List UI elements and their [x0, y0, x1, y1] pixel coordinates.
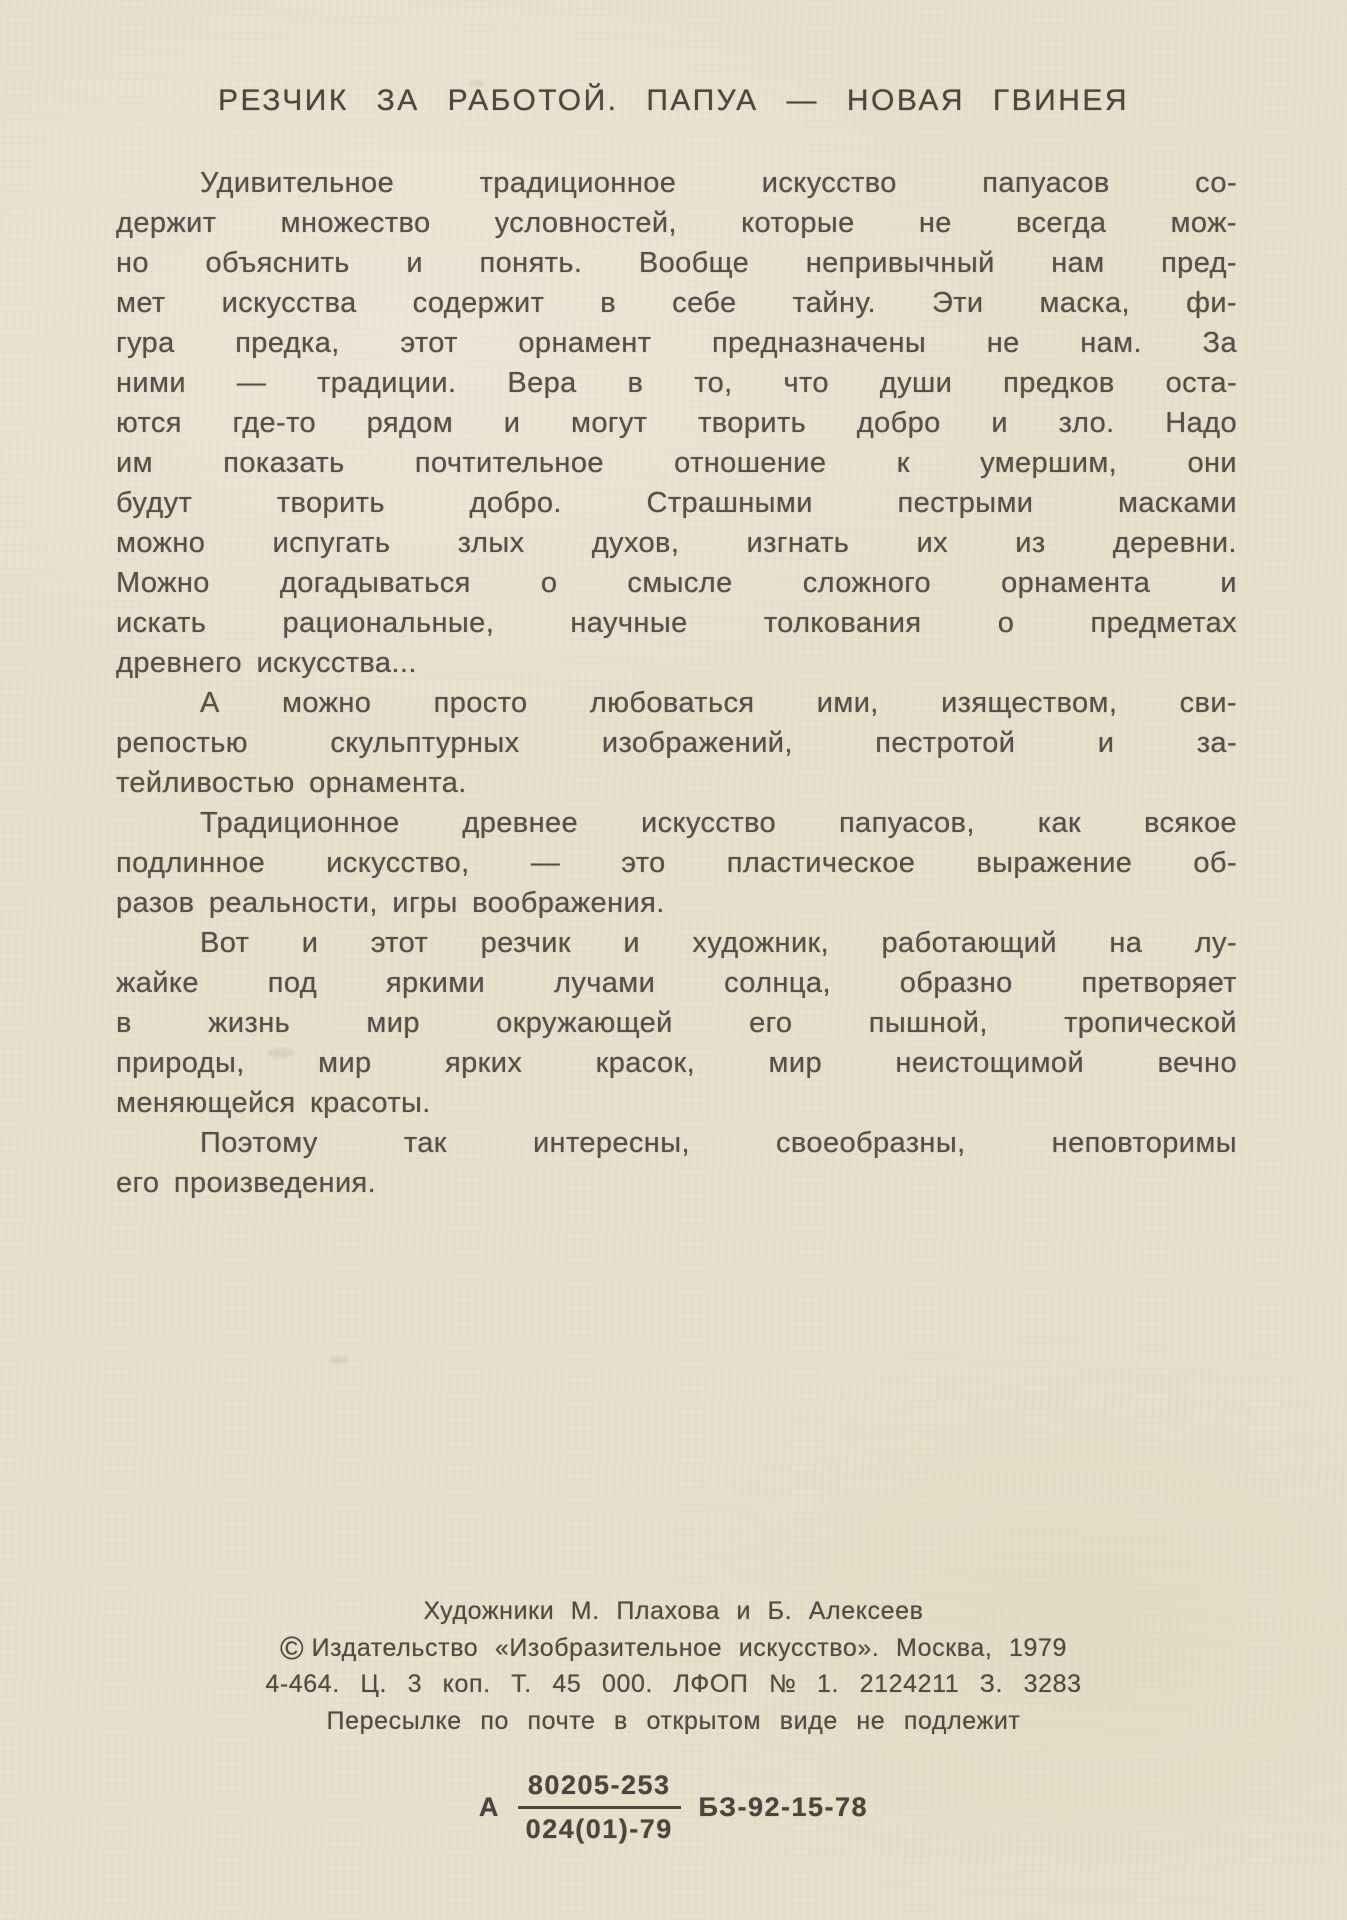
- text-line: им показать почтительное отношение к умершим, они: [116, 447, 1237, 479]
- imprint-block: [0, 1593, 1347, 1739]
- text-line: жайке под яркими лучами солнца, образно претворяет: [116, 967, 1237, 999]
- copyright-icon: ©: [279, 1629, 304, 1666]
- text-line: будут творить добро. Страшными пестрыми масками: [116, 487, 1237, 519]
- text-line: можно испугать злых духов, изгнать их из деревни.: [116, 527, 1237, 559]
- catalog-prefix: А: [478, 1792, 500, 1822]
- page-title: РЕЗЧИК ЗА РАБОТОЙ. ПАПУА — НОВАЯ ГВИНЕЯ: [217, 84, 1130, 117]
- text-line: держит множество условностей, которые не всегда мож-: [116, 207, 1237, 239]
- text-line: ними — традиции. Вера в то, что души предков оста-: [116, 367, 1237, 399]
- catalog-denominator: 024(01)-79: [525, 1814, 673, 1844]
- text-line: Традиционное древнее искусство папуасов, как всякое: [200, 807, 1237, 839]
- print-info: 4-464. Ц. 3 коп. Т. 45 000. ЛФОП № 1. 2124211 З. 3283: [265, 1670, 1082, 1698]
- text-line: ются где-то рядом и могут творить добро и зло. Надо: [116, 407, 1237, 439]
- text-line: искать рациональные, научные толкования о предметах: [116, 607, 1237, 639]
- text-line: гура предка, этот орнамент предназначены не нам. За: [116, 327, 1237, 359]
- catalog-fraction: [518, 1770, 681, 1845]
- paper-blemish: [330, 1356, 348, 1364]
- text-line: Поэтому так интересны, своеобразны, неповторимы: [200, 1127, 1237, 1159]
- paper-blemish: [470, 80, 484, 87]
- catalog-code: БЗ-92-15-78: [698, 1792, 869, 1822]
- text-line: мет искусства содержит в себе тайну. Эти маска, фи-: [116, 287, 1237, 319]
- mailing-restriction: Пересылке по почте в открытом виде не подлежит: [326, 1706, 1021, 1735]
- text-line: древнего искусства...: [116, 647, 417, 679]
- text-line: разов реальности, игры воображения.: [116, 887, 665, 919]
- catalog-numerator: 80205-253: [518, 1770, 681, 1809]
- publisher-credit: [0, 1630, 1347, 1667]
- description-text: [116, 163, 1237, 1203]
- text-line: тейливостью орнамента.: [116, 767, 467, 799]
- artists-credit: Художники М. Плахова и Б. Алексеев: [423, 1597, 924, 1625]
- text-line: его произведения.: [116, 1167, 377, 1199]
- text-line: меняющейся красоты.: [116, 1087, 431, 1119]
- text-line: но объяснить и понять. Вообще непривычный нам пред-: [116, 247, 1237, 279]
- text-line: А можно просто любоваться ими, изяществом, сви-: [200, 687, 1237, 719]
- text-line: природы, мир ярких красок, мир неистощимой вечно: [116, 1047, 1237, 1079]
- text-line: Можно догадываться о смысле сложного орнамента и: [116, 567, 1237, 599]
- catalog-number: [0, 1770, 1347, 1845]
- text-line: подлинное искусство, — это пластическое выражение об-: [116, 847, 1237, 879]
- text-line: репостью скульптурных изображений, пестротой и за-: [116, 727, 1237, 759]
- paper-blemish: [268, 1048, 294, 1058]
- publisher-text: Издательство «Изобразительное искусство». Москва, 1979: [311, 1633, 1067, 1662]
- text-line: в жизнь мир окружающей его пышной, тропической: [116, 1007, 1237, 1039]
- text-line: Удивительное традиционное искусство папуасов со-: [200, 167, 1237, 199]
- text-line: Вот и этот резчик и художник, работающий на лу-: [200, 927, 1237, 959]
